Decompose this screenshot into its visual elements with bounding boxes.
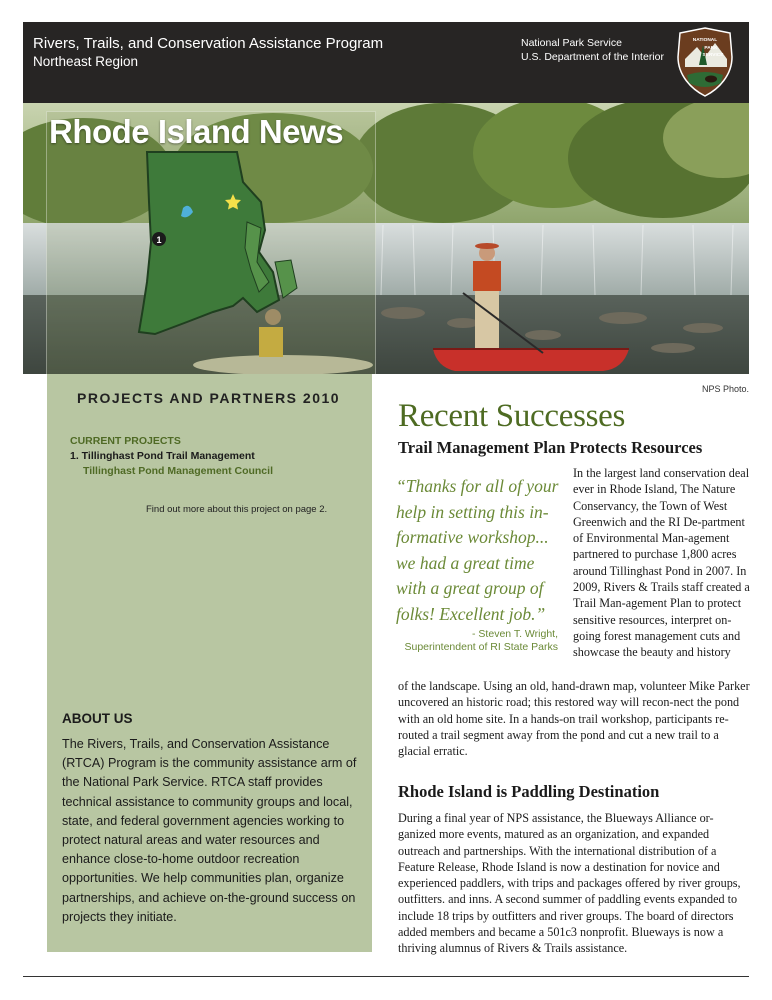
nps-arrowhead-logo — [677, 27, 733, 97]
quote-attribution — [396, 628, 558, 654]
logo-line-1: NATIONAL — [692, 38, 718, 43]
article-2-body: During a final year of NPS assistance, the Blueways Alliance or-ganized more events, matured as an organization, and expanded outreach and partnerships. With the international distribution of a Feature Release, Rhode Island is now a destination for novice and experienced paddlers, with trips and packages offered by river groups, outfitters. and inns. A second summer of paddling events expanded to include 18 trips by outfitters and river groups. The board of directors added members and became a 501c3 nonprofit. Blueways is now a thriving alumnus of Rivers & Trails assistance. — [398, 811, 741, 956]
map-marker-label: 1 — [156, 235, 162, 245]
about-us-heading: ABOUT US — [62, 711, 133, 726]
project-item: 1. Tillinghast Pond Trail Management — [70, 450, 255, 462]
agency-line-2: U.S. Department of the Interior — [521, 51, 664, 63]
photo-credit: NPS Photo. — [702, 384, 750, 394]
region-label: Northeast Region — [33, 54, 139, 69]
river-photo-banner — [23, 103, 749, 374]
current-projects-label: CURRENT PROJECTS — [70, 435, 181, 447]
logo-line-3: SERVICE — [702, 53, 724, 58]
page-header — [23, 22, 749, 103]
footer-rule — [23, 976, 749, 977]
newsletter-title: Rhode Island News — [49, 113, 344, 150]
projects-heading: PROJECTS AND PARTNERS 2010 — [77, 390, 341, 406]
agency-block — [521, 36, 664, 64]
program-title: Rivers, Trails, and Conservation Assistance Program — [33, 35, 384, 52]
quote-role: Superintendent of RI State Parks — [404, 641, 558, 653]
logo-line-2: PARK — [704, 46, 718, 51]
rhode-island-map — [47, 112, 375, 374]
sidebar-panel — [47, 374, 372, 952]
article-1-body-full: of the landscape. Using an old, hand-drawn map, volunteer Mike Parker uncovered an historic road; this restored way will recon-nect the pond with an old home site. In a hands-on trail workshop, participants re-routed a trail segment away from the pond and cut a new trail to a glacial erratic. — [398, 679, 750, 759]
pull-quote: “Thanks for all of your help in setting this in-formative workshop... we had a great time with a great group of folks! Excellent job.” — [396, 476, 559, 624]
quote-author: - Steven T. Wright, — [472, 628, 558, 640]
section-title: Recent Successes — [398, 398, 626, 434]
article-1-body-right: In the largest land conservation deal ever in Rhode Island, The Nature Conservancy, the Town of West Greenwich and the RI De-partment of Environmental Man-agement partnered to purchase 1,800 acres around Tillinghast Pond in 2007. In 2009, Rivers & Trails staff created a Trail Man-agement Plan to protect sensitive resources, interpret on-going forest management cuts and showcase the beauty and history — [573, 466, 750, 660]
find-more-note: Find out more about this project on page 2. — [146, 504, 328, 515]
agency-line-1: National Park Service — [521, 37, 622, 49]
article-1-title: Trail Management Plan Protects Resources — [398, 438, 703, 457]
project-partner: Tillinghast Pond Management Council — [83, 465, 273, 477]
about-us-text: The Rivers, Trails, and Conservation Assistance (RTCA) Program is the community assistance arm of the National Park Service. RTCA staff provides technical assistance to community groups and local, state, and federal government agencies working to protect natural areas and water resources and enhance close-to-home outdoor recreation opportunities. We help communities plan, organize partnerships, and achieve on-the-ground success on projects they initiate. — [62, 737, 357, 924]
article-2-title: Rhode Island is Paddling Destination — [398, 782, 660, 801]
